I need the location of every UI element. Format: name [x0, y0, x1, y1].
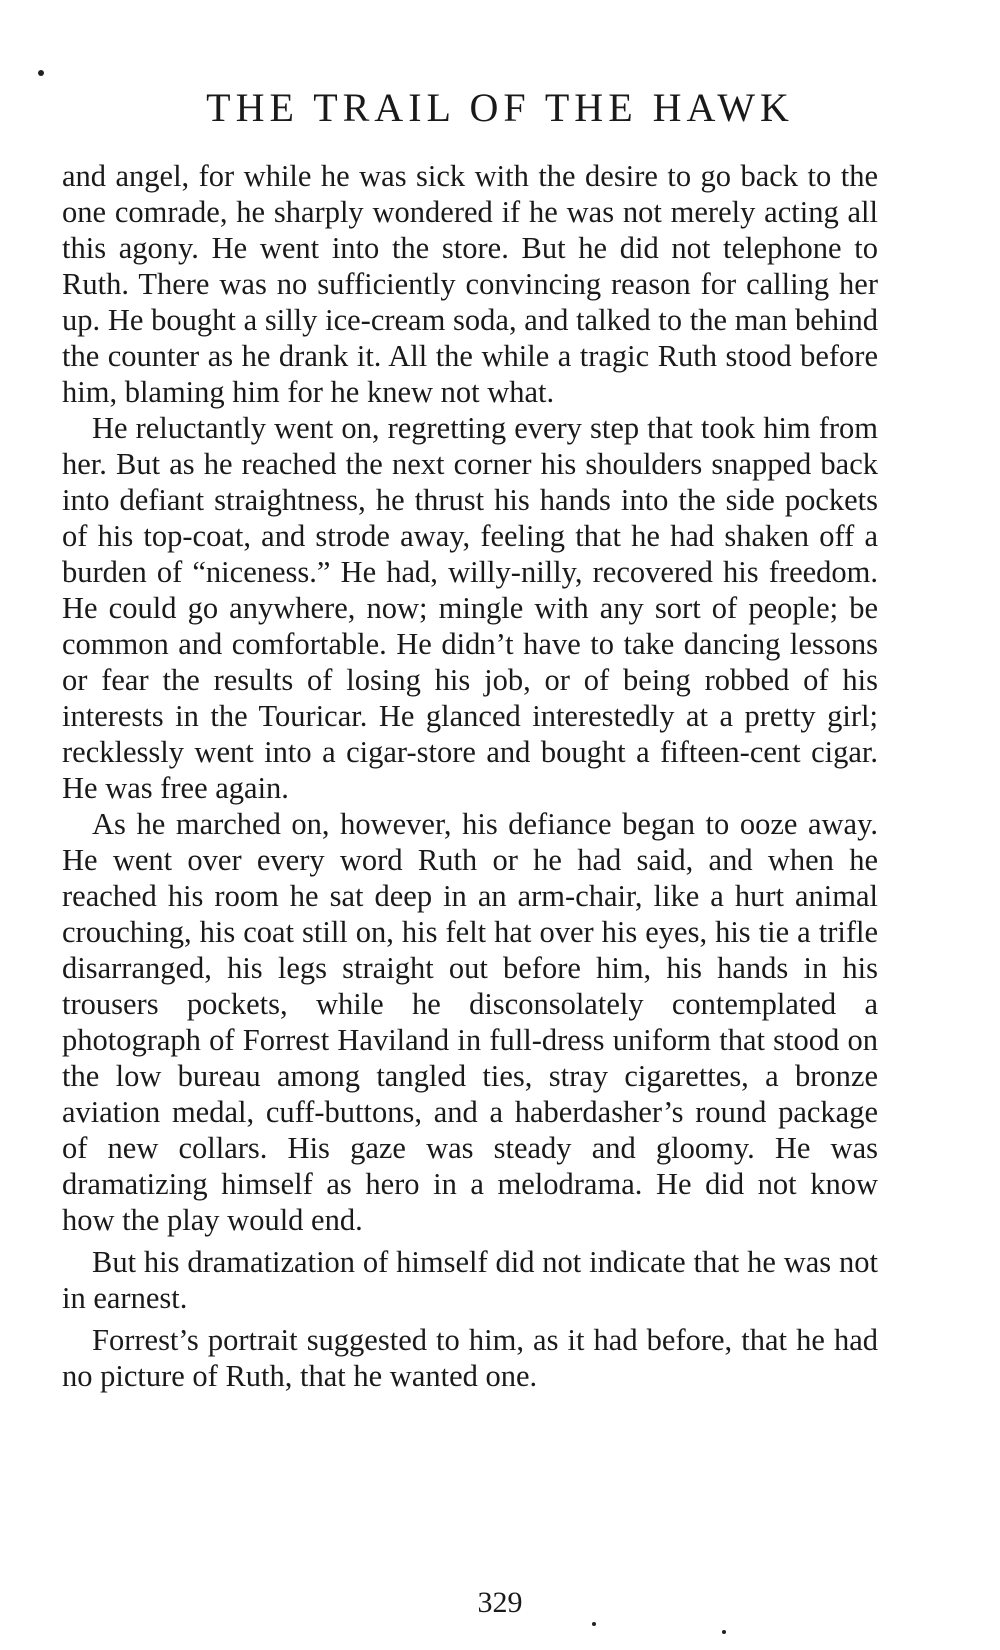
ink-speck: [722, 1630, 726, 1634]
ink-speck: [592, 1622, 596, 1626]
page-number: 329: [477, 1586, 523, 1619]
paragraph-4: But his dramatization of himself did not indicate that he was not in earnest.: [62, 1245, 878, 1315]
paragraph-1: and angel, for while he was sick with the desire to go back to the one comrade, he sharply wondered if he was not merely acting all this agony. He went into the store. But he did not telephone to Ruth. There was no sufficiently convincing reason for calling her up. He bought a silly ice-cream soda, and talked to the man behind the counter as he drank it. All the while a tragic Ruth stood before him, blaming him for he knew not what.: [62, 159, 878, 409]
body-text: [62, 158, 878, 1394]
paragraph-3: As he marched on, however, his defiance began to ooze away. He went over every word Ruth or he had said, and when he reached his room he sat deep in an arm-chair, like a hurt animal crouching, his coat still on, his felt hat over his eyes, his tie a trifle disarranged, his legs straight out before him, his hands in his trousers pockets, while he disconsolately contemplated a photograph of Forrest Haviland in full-dress uniform that stood on the low bureau among tangled ties, stray cigarettes, a bronze aviation medal, cuff-buttons, and a haberdasher’s round package of new collars. His gaze was steady and gloomy. He was dramatizing himself as hero in a melodrama. He did not know how the play would end.: [62, 807, 878, 1237]
paragraph-5: Forrest’s portrait suggested to him, as it had before, that he had no picture of Ruth, that he wanted one.: [62, 1323, 878, 1393]
ink-speck: [38, 70, 44, 76]
running-header: THE TRAIL OF THE HAWK: [206, 85, 794, 130]
paragraph-2: He reluctantly went on, regretting every step that took him from her. But as he reached the next corner his shoulders snapped back into defiant straightness, he thrust his hands into the side pockets of his top-coat, and strode away, feeling that he had shaken off a burden of “niceness.” He had, willy-nilly, recovered his freedom. He could go anywhere, now; mingle with any sort of people; be common and comfortable. He didn’t have to take dancing lessons or fear the results of losing his job, or of being robbed of his interests in the Touricar. He glanced interestedly at a pretty girl; recklessly went into a cigar-store and bought a fifteen-cent cigar. He was free again.: [62, 411, 878, 805]
